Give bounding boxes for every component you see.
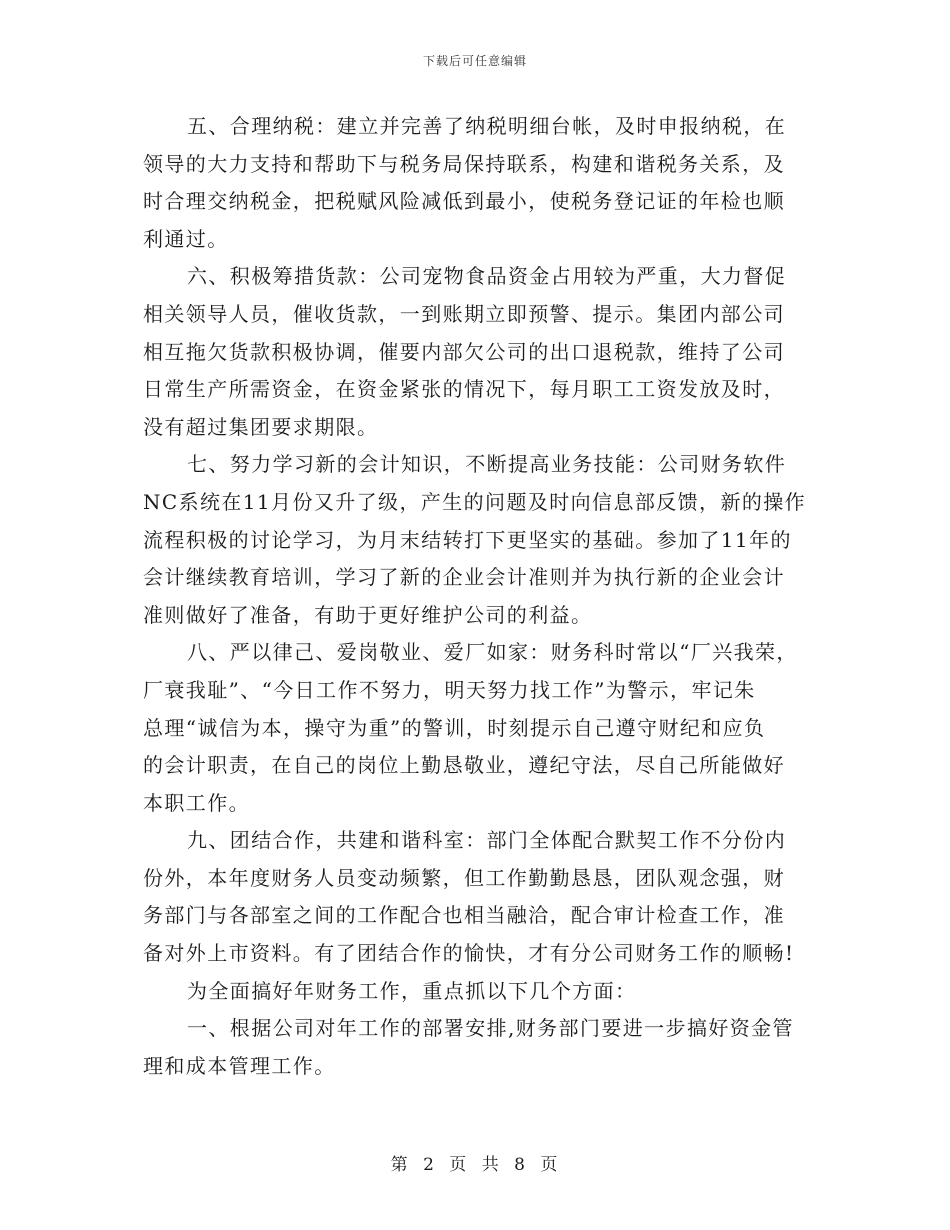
paragraph-9-line-4: 备对外上市资料。有了团结合作的愉快，才有分公司财务工作的顺畅! <box>143 941 795 966</box>
focus-intro-line: 为全面搞好年财务工作，重点抓以下几个方面： <box>187 978 637 1003</box>
paragraph-8-line-5: 本职工作。 <box>143 790 250 815</box>
page-number: 第 2 页 共 8 页 <box>390 1155 560 1175</box>
paragraph-6-line-2: 相关领导人员，催收货款，一到账期立即预警、提示。集团内部公司 <box>143 301 785 326</box>
paragraph-6-line-4: 日常生产所需资金，在资金紧张的情况下，每月职工工资发放及时， <box>143 377 785 402</box>
paragraph-8-line-2: 厂衰我耻”、“今日工作不努力，明天努力找工作”为警示，牢记朱 <box>143 677 756 702</box>
paragraph-6-line-5: 没有超过集团要求期限。 <box>143 414 379 439</box>
paragraph-7-line-4: 会计继续教育培训，学习了新的企业会计准则并为执行新的企业会计 <box>143 565 785 590</box>
paragraph-5-line-3: 时合理交纳税金，把税赋风险减低到最小，使税务登记证的年检也顺 <box>143 189 785 214</box>
document-body <box>143 108 809 1085</box>
focus-item-1-line-1: 一、根据公司对年工作的部署安排,财务部门要进一步搞好资金管 <box>187 1016 794 1041</box>
paragraph-9-line-2: 份外，本年度财务人员变动频繁，但工作勤勤恳恳，团队观念强，财 <box>143 865 785 890</box>
paragraph-6-line-3: 相互拖欠货款积极协调，催要内部欠公司的出口退税款，维持了公司 <box>143 339 785 364</box>
focus-item-1-line-2: 理和成本管理工作。 <box>143 1053 336 1078</box>
paragraph-7-line-1: 七、努力学习新的会计知识，不断提高业务技能：公司财务软件 <box>187 452 787 477</box>
paragraph-5-line-4: 利通过。 <box>143 226 229 251</box>
paragraph-5-line-1: 五、合理纳税：建立并完善了纳税明细台帐，及时申报纳税，在 <box>187 114 787 138</box>
paragraph-7-line-2: NC系统在11月份又升了级，产生的问题及时向信息部反馈，新的操作 <box>143 489 807 514</box>
paragraph-9-line-1: 九、团结合作，共建和谐科室：部门全体配合默契工作不分份内 <box>187 828 787 853</box>
paragraph-7-line-3: 流程积极的讨论学习，为月末结转打下更坚实的基础。参加了11年的 <box>143 527 792 552</box>
paragraph-6-line-1: 六、积极筹措货款：公司宠物食品资金占用较为严重，大力督促 <box>187 264 787 289</box>
paragraph-7-line-5: 准则做好了准备，有助于更好维护公司的利益。 <box>143 602 593 627</box>
download-note: 下载后可任意编辑 <box>422 54 527 68</box>
paragraph-5-line-2: 领导的大力支持和帮助下与税务局保持联系，构建和谐税务关系，及 <box>143 151 785 176</box>
paragraph-8-line-4: 的会计职责，在自己的岗位上勤恳敬业，遵纪守法，尽自己所能做好 <box>143 753 785 778</box>
paragraph-9-line-3: 务部门与各部室之间的工作配合也相当融洽，配合审计检查工作，准 <box>143 903 785 928</box>
paragraph-8-line-3: 总理“诚信为本，操守为重”的警训，时刻提示自己遵守财纪和应负 <box>143 715 766 740</box>
paragraph-8-line-1: 八、严以律己、爱岗敬业、爱厂如家：财务科时常以“厂兴我荣， <box>187 640 798 665</box>
